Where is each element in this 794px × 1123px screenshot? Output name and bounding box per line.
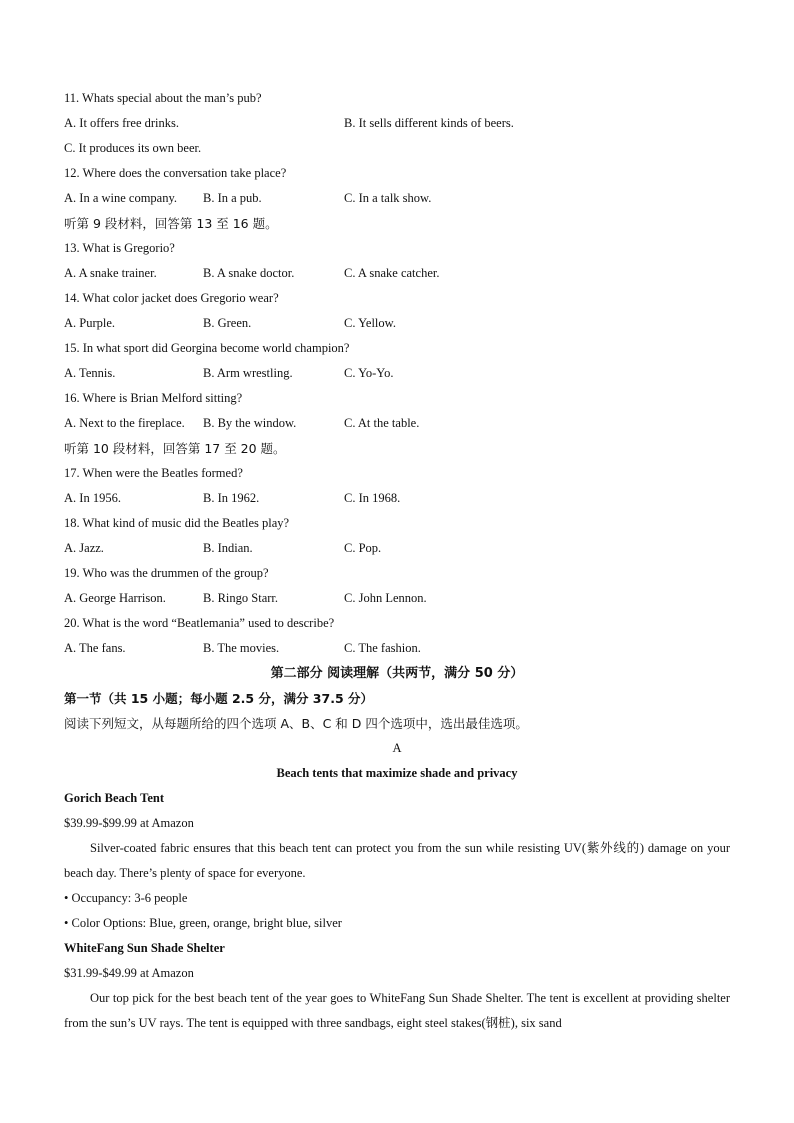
option-a: A. George Harrison. (64, 591, 166, 605)
option-b: B. It sells different kinds of beers. (344, 116, 514, 130)
option-b: B. In 1962. (203, 491, 260, 505)
question-stem: 18. What kind of music did the Beatles play? (64, 516, 290, 530)
option-a: A. In a wine company. (64, 191, 178, 205)
question-11-options-row1 (64, 111, 730, 136)
question-12 (64, 161, 730, 186)
document-page (64, 86, 730, 1036)
question-18-options (64, 536, 730, 561)
option-a: A. It offers free drinks. (64, 116, 180, 130)
question-12-options (64, 186, 730, 211)
product-price: $39.99-$99.99 at Amazon (64, 816, 194, 830)
question-11-options-row2 (64, 136, 730, 161)
part-two-title: 第二部分 阅读理解（共两节，满分 50 分） (270, 666, 524, 681)
option-c: C. A snake catcher. (344, 266, 440, 280)
question-stem: 15. In what sport did Georgina become world champion? (64, 341, 350, 355)
question-15-options (64, 361, 730, 386)
product-price: $31.99-$49.99 at Amazon (64, 966, 194, 980)
option-c: C. In 1968. (344, 491, 401, 505)
option-b: B. In a pub. (203, 191, 262, 205)
passage-title: Beach tents that maximize shade and privacy (276, 766, 518, 780)
question-stem: 13. What is Gregorio? (64, 241, 175, 255)
option-c: C. It produces its own beer. (64, 141, 202, 155)
question-stem: 19. Who was the drummen of the group? (64, 566, 269, 580)
instruction-passage-10: 听第 10 段材料，回答第 17 至 20 题。 (64, 441, 286, 456)
question-18 (64, 511, 730, 536)
question-17 (64, 461, 730, 486)
option-c: C. Yellow. (344, 316, 396, 330)
option-a: A. Purple. (64, 316, 116, 330)
option-b: B. A snake doctor. (203, 266, 295, 280)
question-19 (64, 561, 730, 586)
question-stem: 20. What is the word “Beatlemania” used to describe? (64, 616, 335, 630)
question-stem: 12. Where does the conversation take place? (64, 166, 287, 180)
product-description: Silver-coated fabric ensures that this beach tent can protect you from the sun while resisting UV(紫外线的) damage on your beach day. There’s plenty of space for everyone. (64, 841, 730, 880)
option-a: A. A snake trainer. (64, 266, 157, 280)
option-b: B. Arm wrestling. (203, 366, 293, 380)
question-stem: 11. Whats special about the man’s pub? (64, 91, 262, 105)
option-c: C. The fashion. (344, 641, 421, 655)
question-19-options (64, 586, 730, 611)
option-c: C. In a talk show. (344, 191, 432, 205)
option-b: B. Green. (203, 316, 252, 330)
question-20 (64, 611, 730, 636)
option-a: A. Jazz. (64, 541, 104, 555)
question-13-options (64, 261, 730, 286)
option-a: A. The fans. (64, 641, 126, 655)
question-16 (64, 386, 730, 411)
option-c: C. At the table. (344, 416, 420, 430)
question-stem: 14. What color jacket does Gregorio wear? (64, 291, 279, 305)
question-11 (64, 86, 730, 111)
question-stem: 16. Where is Brian Melford sitting? (64, 391, 243, 405)
option-b: B. Indian. (203, 541, 253, 555)
option-b: B. Ringo Starr. (203, 591, 279, 605)
option-c: C. Yo-Yo. (344, 366, 394, 380)
option-a: A. Next to the fireplace. (64, 416, 185, 430)
product-occupancy: • Occupancy: 3-6 people (64, 891, 188, 905)
product-name: Gorich Beach Tent (64, 791, 165, 805)
option-a: A. Tennis. (64, 366, 116, 380)
product-description: Our top pick for the best beach tent of the year goes to WhiteFang Sun Shade Shelter. The tent is excellent at providing shelter from the sun’s UV rays. The tent is equipped with three sandbags, eight steel stakes(钢桩), six sand (64, 991, 730, 1030)
question-14 (64, 286, 730, 311)
reading-instructions: 阅读下列短文，从每题所给的四个选项 A、B、C 和 D 四个选项中，选出最佳选项。 (64, 716, 528, 731)
option-c: C. Pop. (344, 541, 382, 555)
product-name: WhiteFang Sun Shade Shelter (64, 941, 225, 955)
question-16-options (64, 411, 730, 436)
passage-letter: A (392, 741, 402, 755)
question-15 (64, 336, 730, 361)
option-c: C. John Lennon. (344, 591, 427, 605)
instruction-passage-9: 听第 9 段材料，回答第 13 至 16 题。 (64, 216, 278, 231)
question-13 (64, 236, 730, 261)
section-one-title: 第一节（共 15 小题；每小题 2.5 分，满分 37.5 分） (64, 691, 373, 706)
question-17-options (64, 486, 730, 511)
question-20-options (64, 636, 730, 661)
option-b: B. The movies. (203, 641, 280, 655)
question-14-options (64, 311, 730, 336)
question-stem: 17. When were the Beatles formed? (64, 466, 243, 480)
product-colors: • Color Options: Blue, green, orange, bright blue, silver (64, 916, 342, 930)
option-b: B. By the window. (203, 416, 297, 430)
option-a: A. In 1956. (64, 491, 121, 505)
